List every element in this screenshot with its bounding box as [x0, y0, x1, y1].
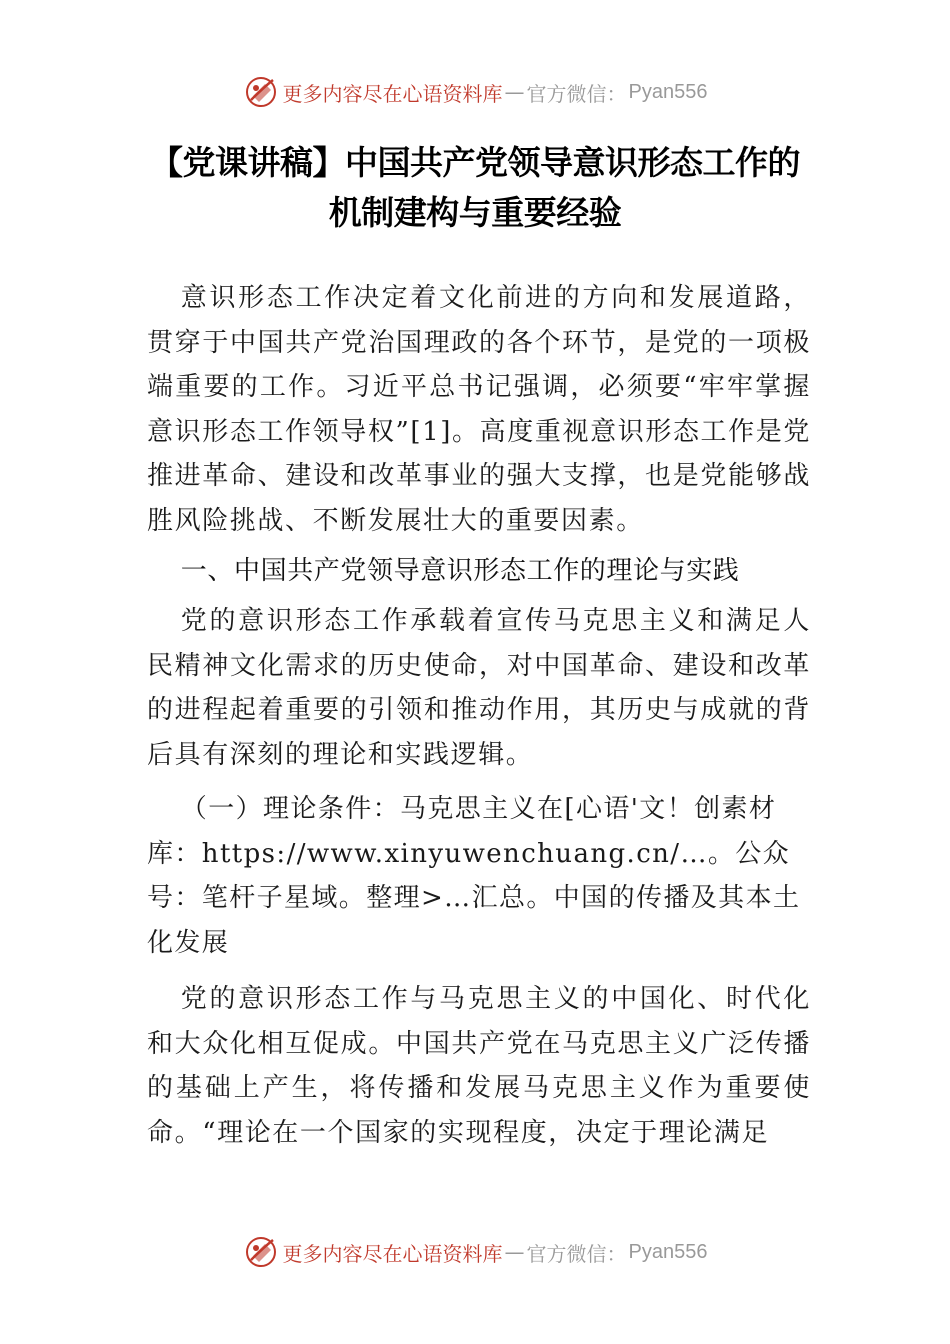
pen-logo-icon	[243, 1234, 279, 1270]
footer-banner	[0, 1232, 950, 1272]
banner-dash: —	[504, 1240, 525, 1264]
banner-wechat-id: Pyan556	[628, 80, 708, 103]
subsection-heading-1: （一）理论条件：马克思主义在[心语'文！创素材库：https://www.xinyuwenchuang.cn/…。公众号：笔杆子星域。整理>…汇总。中国的传播及其本土化发展	[147, 794, 801, 958]
banner-promo-text: 更多内容尽在心语资料库	[282, 1241, 503, 1266]
banner-promo-text: 更多内容尽在心语资料库	[282, 81, 503, 106]
section-heading-1: 一、中国共产党领导意识形态工作的理论与实践	[180, 556, 740, 586]
document-title-line1: 【党课讲稿】中国共产党领导意识形态工作的	[150, 143, 800, 182]
banner-dash: —	[504, 80, 525, 104]
pen-logo-icon	[243, 74, 279, 110]
banner-wechat-label: 官方微信：	[526, 81, 627, 106]
header-banner	[0, 72, 950, 112]
document-body	[147, 276, 811, 1155]
section1-paragraph: 党的意识形态工作承载着宣传马克思主义和满足人民精神文化需求的历史使命，对中国革命、建设和改革的进程起着重要的引领和推动作用，其历史与成就的背后具有深刻的理论和实践逻辑。	[147, 606, 811, 770]
intro-paragraph: 意识形态工作决定着文化前进的方向和发展道路，贯穿于中国共产党治国理政的各个环节，是党的一项极端重要的工作。习近平总书记强调，必须要“牢牢掌握意识形态工作领导权”[1]。高度重视意识形态工作是党推进革命、建设和改革事业的强大支撑，也是党能够战胜风险挑战、不断发展壮大的重要因素。	[147, 283, 811, 536]
document-title-line2: 机制建构与重要经验	[328, 193, 622, 232]
banner-wechat-id: Pyan556	[628, 1240, 708, 1263]
banner-wechat-label: 官方微信：	[526, 1241, 627, 1266]
subsection1-paragraph: 党的意识形态工作与马克思主义的中国化、时代化和大众化相互促成。中国共产党在马克思主义广泛传播的基础上产生，将传播和发展马克思主义作为重要使命。“理论在一个国家的实现程度，决定于理论满足	[147, 984, 811, 1148]
